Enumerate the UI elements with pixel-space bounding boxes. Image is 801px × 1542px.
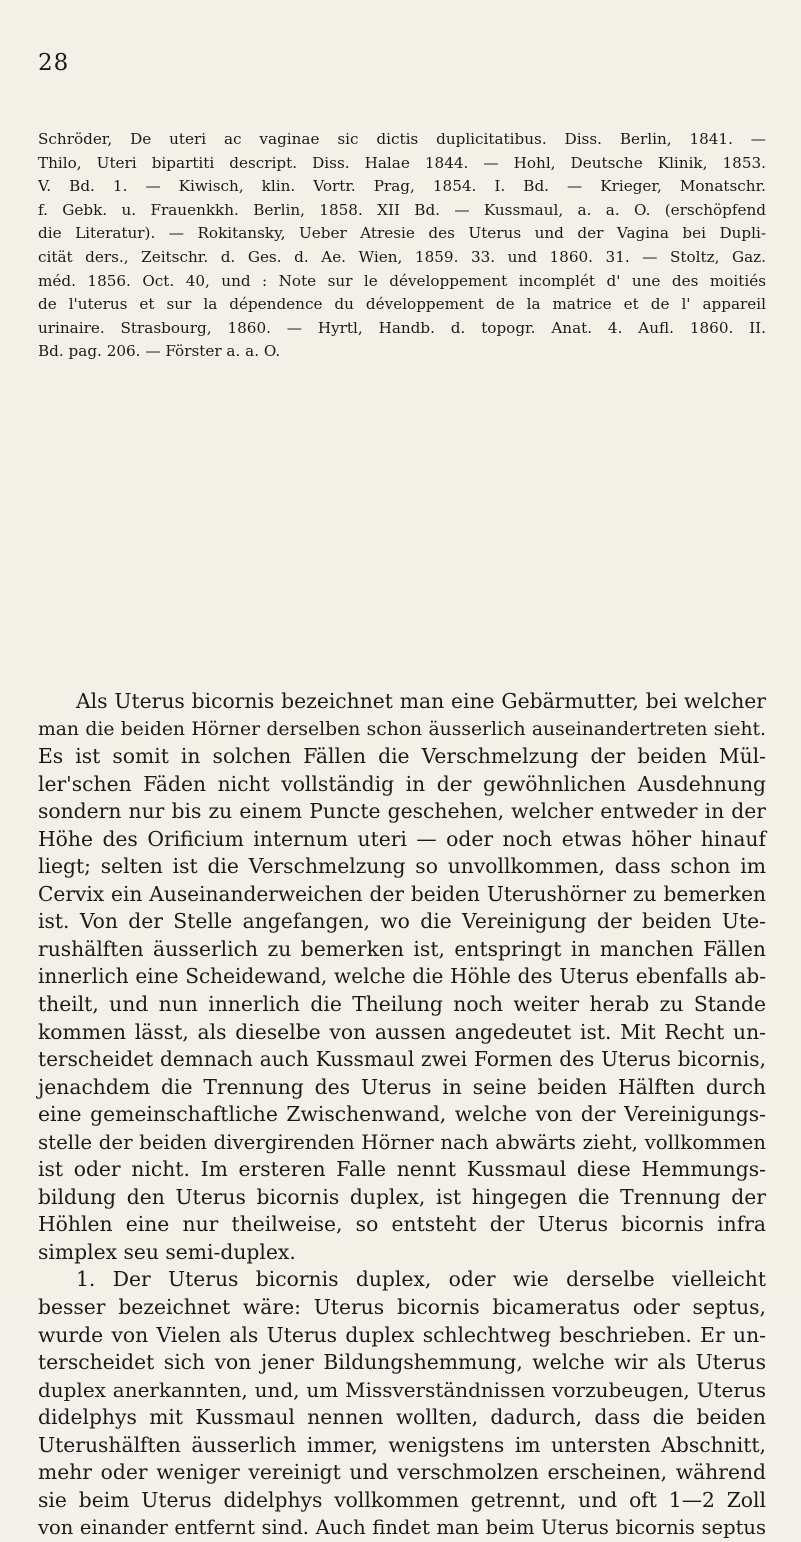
body-line: Cervix ein Auseinanderweichen der beiden Uterushörner zu bemerken [38,881,766,906]
body-line: didelphys mit Kussmaul nennen wollten, dadurch, dass die beiden [38,1405,766,1430]
reference-line: cität ders., Zeitschr. d. Ges. d. Ae. Wien, 1859. 33. und 1860. 31. — Stoltz, Gaz. [38,247,766,266]
body-line: ist oder nicht. Im ersteren Falle nennt Kussmaul diese Hemmungs- [38,1157,766,1182]
references-block [38,128,766,364]
body-line: besser bezeichnet wäre: Uterus bicornis bicameratus oder septus, [38,1295,766,1320]
body-line: Als Uterus bicornis bezeichnet man eine Gebärmutter, bei welcher [76,689,766,713]
body-line: ler'schen Fäden nicht vollständig in der gewöhnlichen Ausdehnung [38,771,766,796]
body-line: innerlich eine Scheidewand, welche die Höhle des Uterus ebenfalls ab- [38,964,766,989]
body-line: von einander entfernt sind. Auch findet man beim Uterus bicornis septus [38,1516,766,1540]
body-line: ist. Von der Stelle angefangen, wo die Vereinigung der beiden Ute- [38,909,766,934]
body-line: mehr oder weniger vereinigt und verschmolzen erscheinen, während [38,1460,766,1485]
body-line: Höhe des Orificium internum uteri — oder noch etwas höher hinauf [38,826,766,851]
body-line: kommen lässt, als dieselbe von aussen angedeutet ist. Mit Recht un- [38,1019,766,1044]
body-line: terscheidet demnach auch Kussmaul zwei Formen des Uterus bicornis, [38,1047,766,1072]
body-line: Uterushälften äusserlich immer, wenigstens im untersten Abschnitt, [38,1432,766,1457]
body-line: bildung den Uterus bicornis duplex, ist hingegen die Trennung der [38,1184,766,1209]
body-line: stelle der beiden divergirenden Hörner nach abwärts zieht, vollkommen [38,1130,766,1154]
body-line: Höhlen eine nur theilweise, so entsteht der Uterus bicornis infra [38,1212,766,1237]
body-line: theilt, und nun innerlich die Theilung noch weiter herab zu Stande [38,992,766,1017]
body-line: simplex seu semi-duplex. [38,1239,296,1264]
reference-line: Thilo, Uteri bipartiti descript. Diss. Halae 1844. — Hohl, Deutsche Klinik, 1853. [38,153,766,172]
reference-line: urinaire. Strasbourg, 1860. — Hyrtl, Handb. d. topogr. Anat. 4. Aufl. 1860. II. [38,318,766,337]
reference-line: V. Bd. 1. — Kiwisch, klin. Vortr. Prag, 1854. I. Bd. — Krieger, Monatschr. [38,177,766,196]
body-line: wurde von Vielen als Uterus duplex schlechtweg beschrieben. Er un- [38,1322,766,1347]
body-text [38,688,766,1542]
body-line: jenachdem die Trennung des Uterus in seine beiden Hälften durch [38,1074,766,1099]
reference-line: f. Gebk. u. Frauenkkh. Berlin, 1858. XII Bd. — Kussmaul, a. a. O. (erschöpfend [38,200,766,219]
reference-line: die Literatur). — Rokitansky, Ueber Atresie des Uterus und der Vagina bei Dupli- [38,224,766,243]
reference-line: Schröder, De uteri ac vaginae sic dictis duplicitatibus. Diss. Berlin, 1841. — [38,130,766,148]
body-line: sondern nur bis zu einem Puncte geschehen, welcher entweder in der [38,799,766,824]
body-line: sie beim Uterus didelphys vollkommen getrennt, und oft 1—2 Zoll [38,1487,766,1512]
body-line: liegt; selten ist die Verschmelzung so unvollkommen, dass schon im [38,854,766,879]
body-line: 1. Der Uterus bicornis duplex, oder wie derselbe vielleicht [76,1267,766,1292]
body-line: duplex anerkannten, und, um Missverständnissen vorzubeugen, Uterus [38,1377,766,1402]
reference-line: Bd. pag. 206. — Förster a. a. O. [38,342,281,361]
page-number: 28 [38,50,70,76]
reference-line: méd. 1856. Oct. 40, und : Note sur le développement incomplét d' une des moitiés [38,271,766,290]
body-line: Es ist somit in solchen Fällen die Verschmelzung der beiden Mül- [38,744,766,769]
body-line: man die beiden Hörner derselben schon äusserlich auseinandertreten sieht. [38,718,766,740]
reference-line: de l'uterus et sur la dépendence du développement de la matrice et de l' appareil [38,295,766,314]
body-line: terscheidet sich von jener Bildungshemmung, welche wir als Uterus [38,1350,766,1375]
body-line: rushälften äusserlich zu bemerken ist, entspringt in manchen Fällen [38,936,766,961]
body-line: eine gemeinschaftliche Zwischenwand, welche von der Vereinigungs- [38,1102,766,1127]
